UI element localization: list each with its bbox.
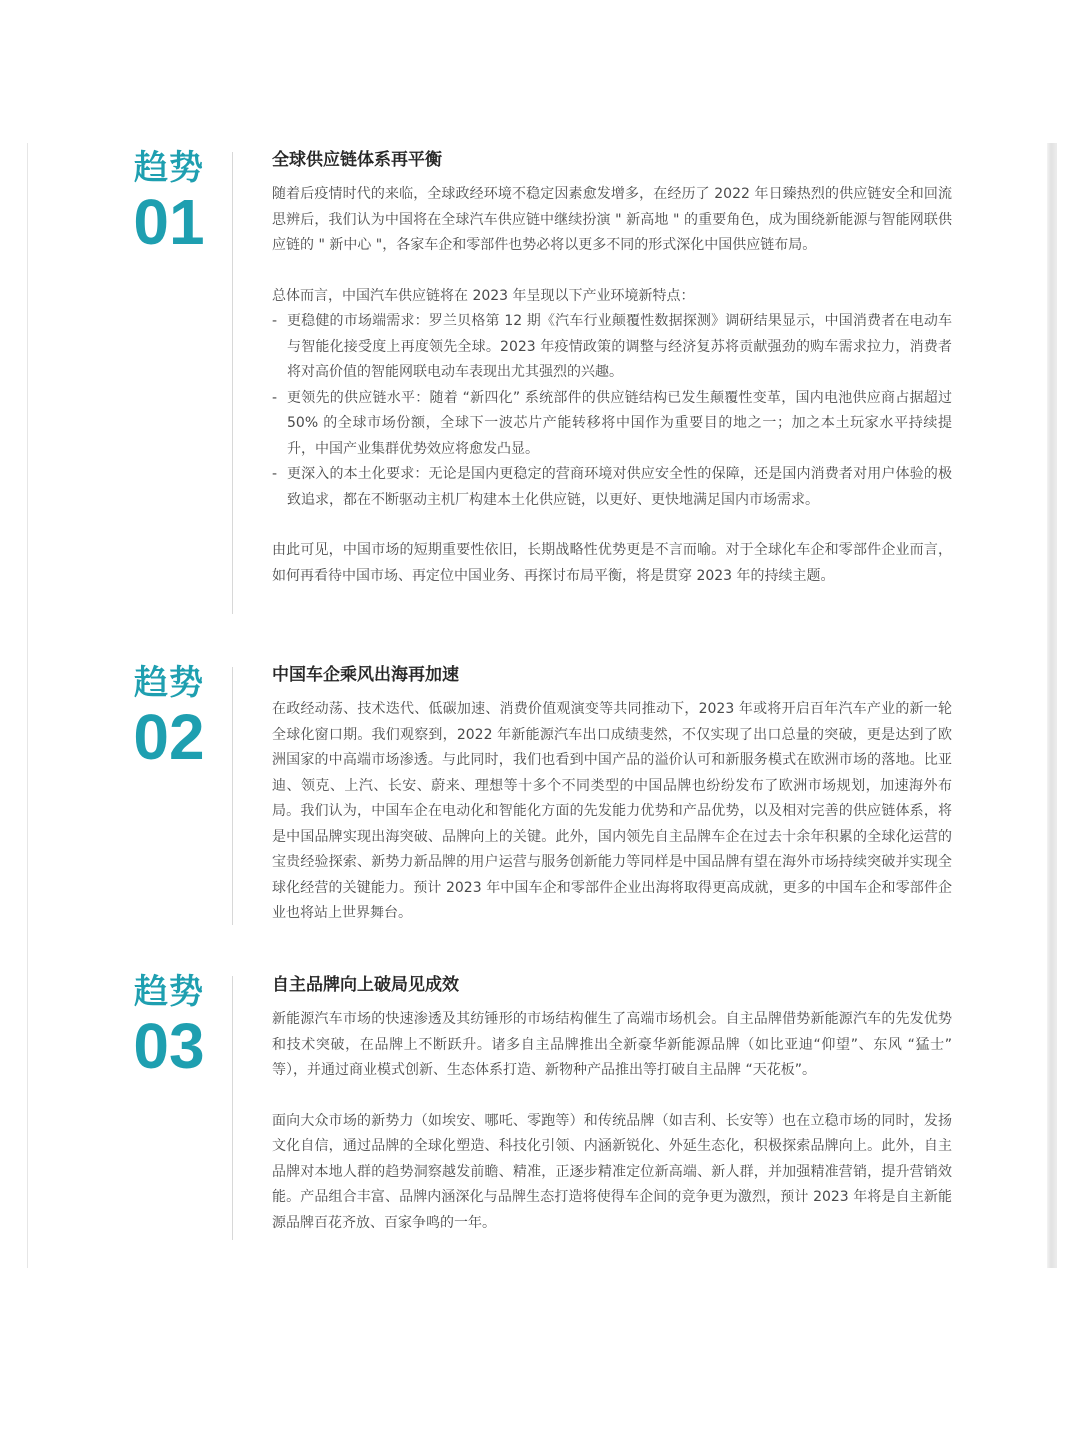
trend-title: 全球供应链体系再平衡	[272, 150, 442, 170]
section-divider	[232, 152, 233, 614]
trend-intro-paragraph: 随着后疫情时代的来临，全球政经环境不稳定因素愈发增多，在经历了 2022 年日臻热烈的供应链安全和回流思辨后，我们认为中国将在全球汽车供应链中继续扮演 " 新高地 " 的重要角色，成为围绕新能源与智能网联供应链的 " 新中心 "，各家车企和零部件也势必将以更多不同的形式深化中国供应链布局。	[272, 186, 952, 253]
trend-content-02	[272, 663, 952, 927]
section-divider	[232, 976, 233, 1240]
trend-conclusion-paragraph: 由此可见，中国市场的短期重要性依旧，长期战略性优势更是不言而喻。对于全球化车企和零部件企业而言，如何再看待中国市场、再定位中国业务、再探讨布局平衡，将是贯穿 2023 年的持续主题。	[272, 542, 952, 584]
trend-title: 中国车企乘风出海再加速	[272, 665, 459, 685]
bullet-item	[272, 386, 952, 463]
bullet-text: 更稳健的市场端需求：罗兰贝格第 12 期《汽车行业颠覆性数据探测》调研结果显示，中国消费者在电动车与智能化接受度上再度领先全球。2023 年疫情政策的调整与经济复苏将贡献强劲的购车需求拉力，消费者将对高价值的智能网联电动车表现出尤其强烈的兴趣。	[287, 313, 952, 380]
trend-number: 03	[133, 1010, 205, 1082]
trend-body-paragraph: 在政经动荡、技术迭代、低碳加速、消费价值观演变等共同推动下，2023 年或将开启百年汽车产业的新一轮全球化窗口期。我们观察到，2022 年新能源汽车出口成绩斐然，不仅实现了出口总量的突破，更是达到了欧洲国家的中高端市场渗透。与此同时，我们也看到中国产品的溢价认可和新服务模式在欧洲市场的落地。比亚迪、领克、上汽、长安、蔚来、理想等十多个不同类型的中国品牌也纷纷发布了欧洲市场规划，加速海外布局。我们认为，中国车企在电动化和智能化方面的先发能力优势和产品优势，以及相对完善的供应链体系，将是中国品牌实现出海突破、品牌向上的关键。此外，国内领先自主品牌车企在过去十余年积累的全球化运营的宝贵经验探索、新势力新品牌的用户运营与服务创新能力等同样是中国品牌有望在海外市场持续突破并实现全球化经营的关键能力。预计 2023 年中国车企和零部件企业出海将取得更高成就，更多的中国车企和零部件企业也将站上世界舞台。	[272, 701, 952, 921]
trend-content-03	[272, 973, 952, 1236]
trend-label: 趋势	[134, 972, 204, 1012]
trend-badge-01	[124, 148, 214, 258]
bullet-text: 更深入的本土化要求：无论是国内更稳定的营商环境对供应安全性的保障，还是国内消费者对用户体验的极致追求，都在不断驱动主机厂构建本土化供应链，以更好、更快地满足国内市场需求。	[287, 466, 952, 508]
trend-number: 02	[133, 701, 205, 773]
trend-lead-paragraph: 总体而言，中国汽车供应链将在 2023 年呈现以下产业环境新特点：	[272, 287, 695, 304]
trend-content-01	[272, 148, 952, 589]
trend-body-paragraph-2: 面向大众市场的新势力（如埃安、哪吒、零跑等）和传统品牌（如吉利、长安等）也在立稳市场的同时，发扬文化自信，通过品牌的全球化塑造、科技化引领、内涵新锐化、外延生态化，积极探索品牌向上。此外，自主品牌对本地人群的趋势洞察越发前瞻、精准，正逐步精准定位新高端、新人群，并加强精准营销，提升营销效能。产品组合丰富、品牌内涵深化与品牌生态打造将使得车企间的竞争更为激烈，预计 2023 年将是自主新能源品牌百花齐放、百家争鸣的一年。	[272, 1112, 952, 1231]
trend-badge-02	[124, 663, 214, 773]
page-edge-right	[1047, 143, 1057, 1268]
trend-title: 自主品牌向上破局见成效	[272, 975, 459, 995]
bullet-dash-icon: -	[272, 466, 278, 482]
section-divider	[232, 667, 233, 925]
page-edge-left	[27, 143, 28, 1268]
trend-body-paragraph: 新能源汽车市场的快速渗透及其纺锤形的市场结构催生了高端市场机会。自主品牌借势新能源汽车的先发优势和技术突破，在品牌上不断跃升。诸多自主品牌推出全新豪华新能源品牌（如比亚迪“仰望”、东风 “猛士” 等），并通过商业模式创新、生态体系打造、新物种产品推出等打破自主品牌 “天花板”。	[272, 1011, 952, 1078]
bullet-item	[272, 462, 952, 513]
trend-label: 趋势	[134, 663, 204, 703]
trend-number: 01	[133, 186, 205, 258]
trend-label: 趋势	[134, 148, 204, 188]
trend-badge-03	[124, 972, 214, 1082]
bullet-dash-icon: -	[272, 389, 278, 406]
bullet-dash-icon: -	[272, 313, 278, 329]
bullet-item	[272, 309, 952, 386]
bullet-text: 更领先的供应链水平：随着 “新四化” 系统部件的供应链结构已发生颠覆性变革，国内电池供应商占据超过 50% 的全球市场份额，全球下一波芯片产能转移将中国作为重要目的地之一；加之本土玩家水平持续提升，中国产业集群优势效应将愈发凸显。	[287, 389, 952, 457]
